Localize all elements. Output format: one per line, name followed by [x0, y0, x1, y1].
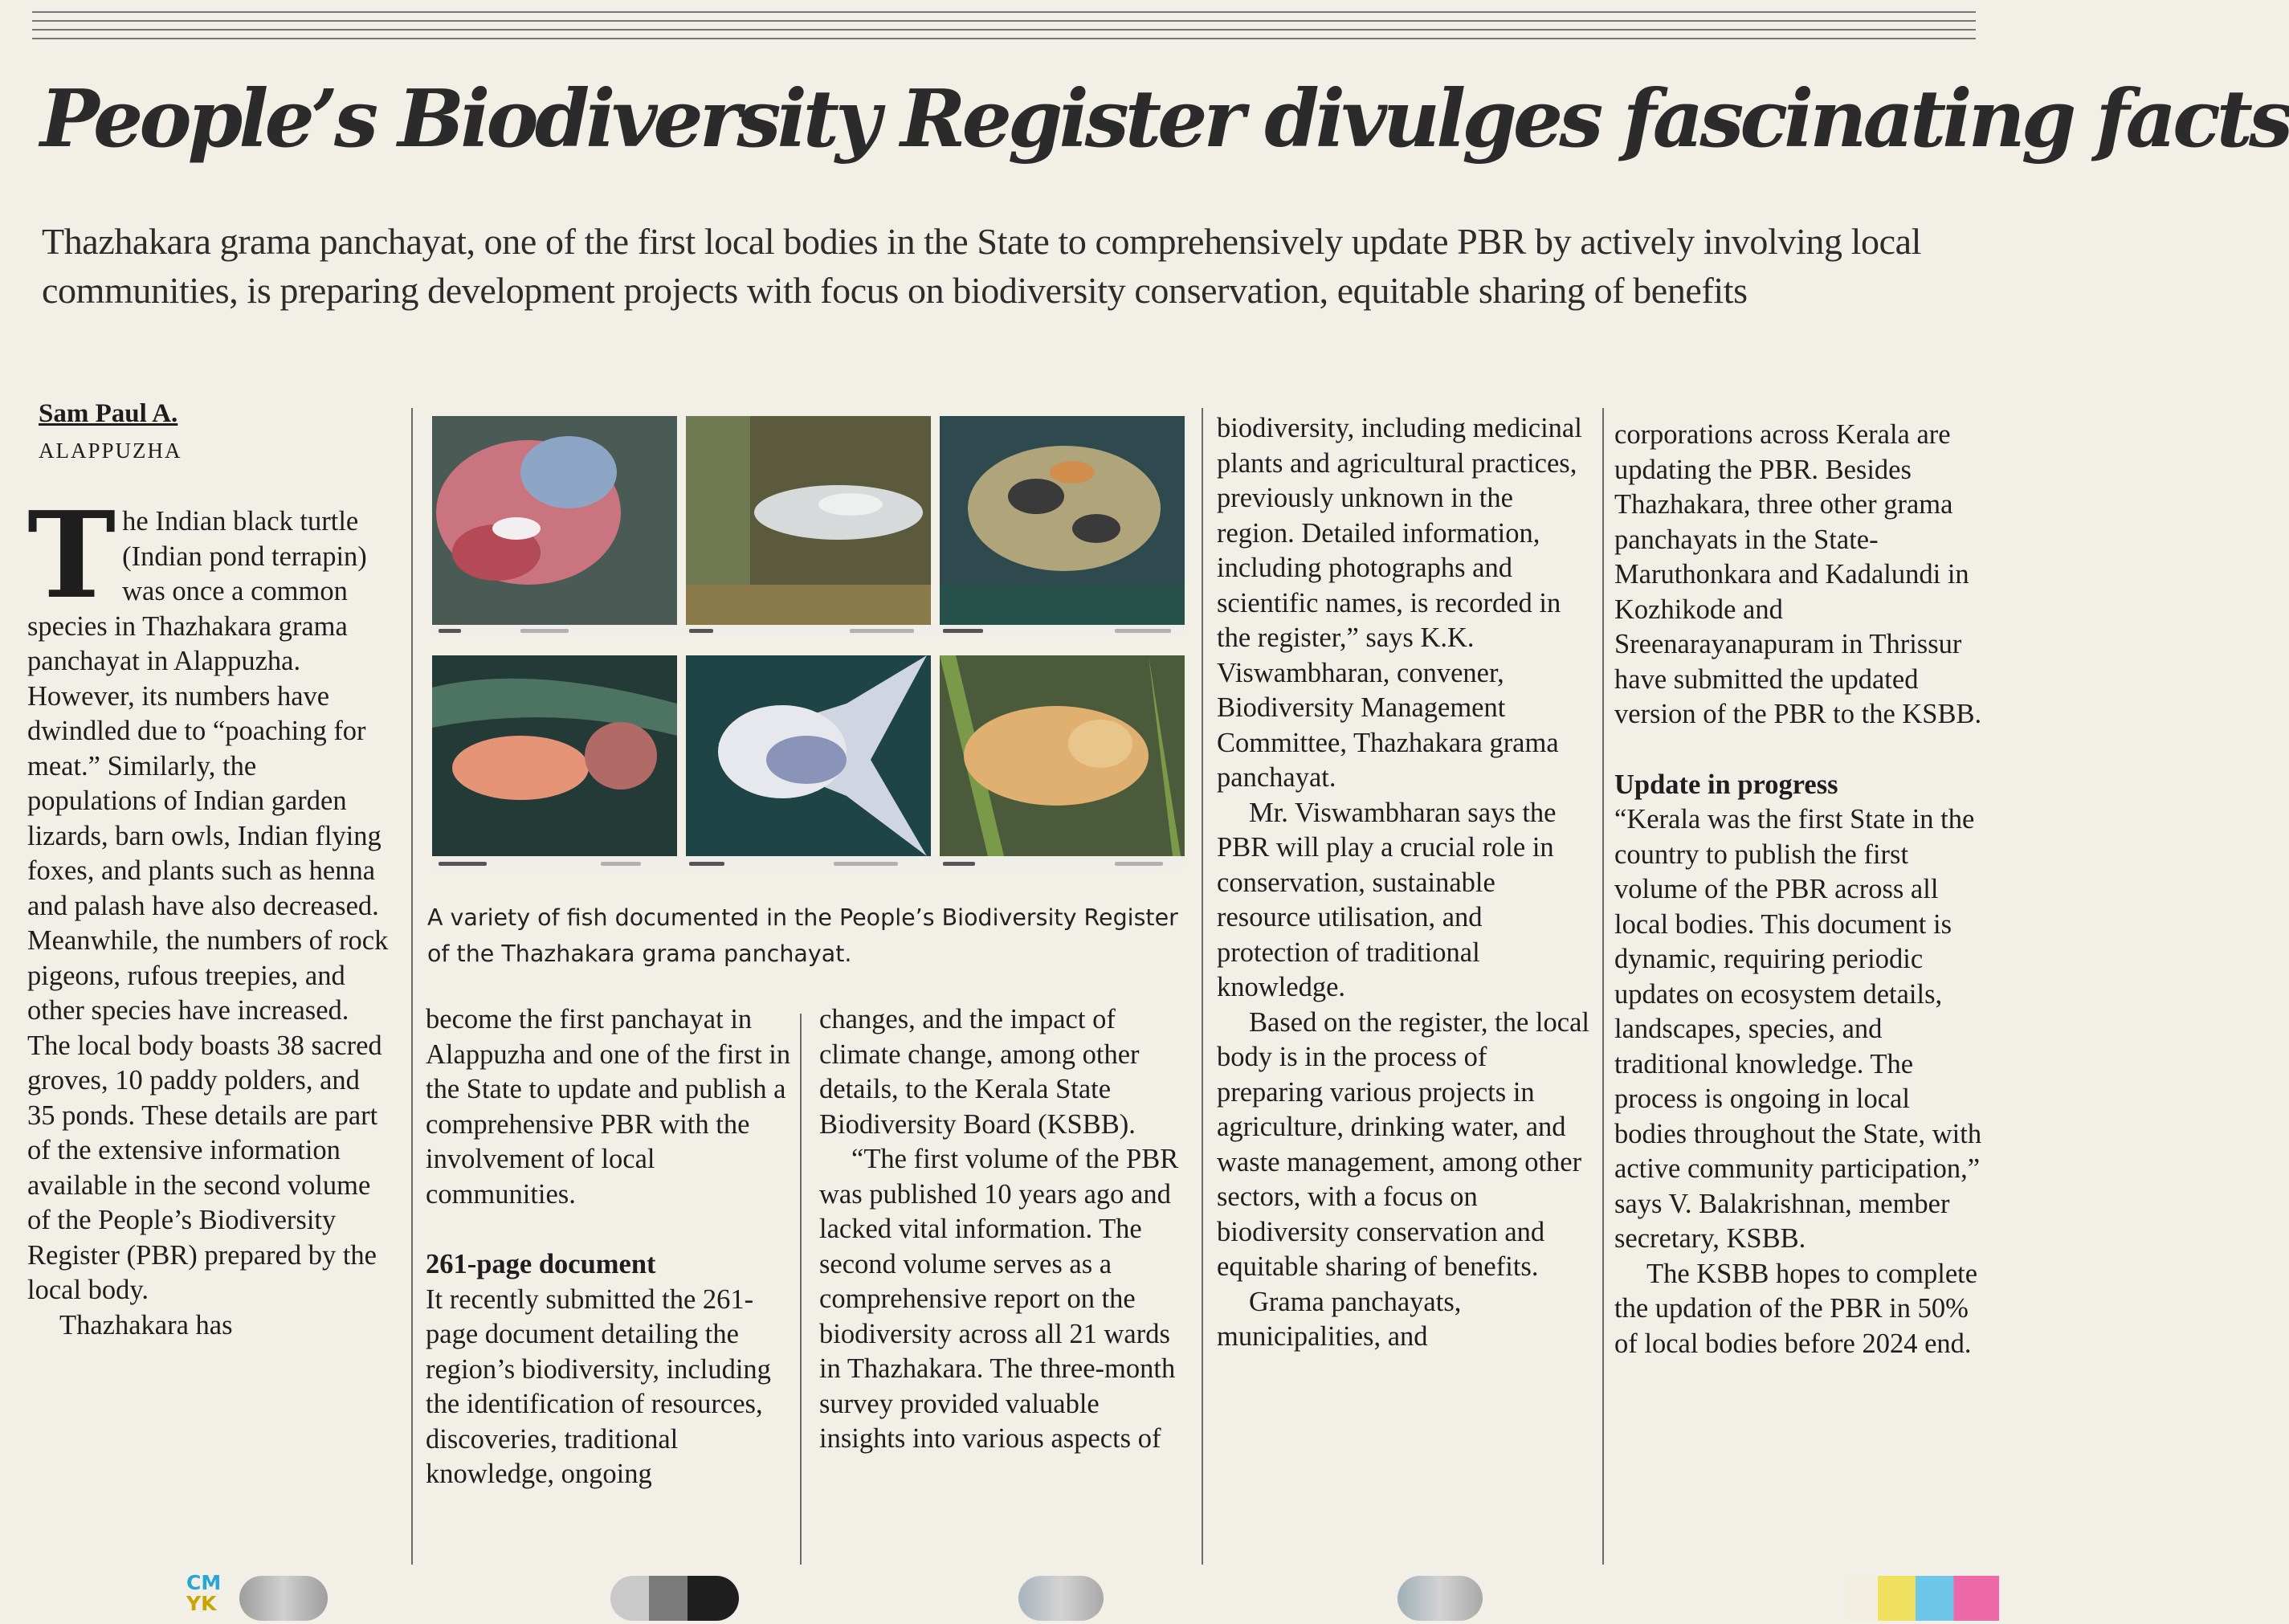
author-name: Sam Paul A.: [39, 399, 178, 428]
fish-photo-arowana: [686, 416, 931, 625]
fish-photo-platy: [432, 655, 677, 864]
paragraph: It recently submitted the 261-page document detailing the region’s biodiversity, including the identification of resources, discoveries, traditional knowledge, ongoing: [426, 1283, 771, 1489]
fish-photo-oscar: [940, 416, 1185, 625]
drop-cap: T: [27, 485, 116, 625]
paragraph: The KSBB hopes to complete the updation of the PBR in 50% of local bodies before 2024 end.: [1614, 1258, 1978, 1359]
byline: [39, 399, 182, 463]
fish-photo-gourami: [940, 655, 1185, 864]
paragraph: Grama panchayats, municipalities, and: [1217, 1286, 1462, 1352]
fish-photo-collage: [432, 416, 1183, 879]
registration-bar: [1018, 1576, 1104, 1621]
photo-label-strip: [432, 625, 1183, 638]
fish-photo-angelfish: [686, 655, 931, 864]
paragraph: become the first panchayat in Alappuzha and one of the first in the State to update and publish a comprehensive PBR with the involvement of local communities.: [426, 1004, 791, 1210]
paragraph: Thazhakara has: [59, 1309, 233, 1340]
dateline: ALAPPUZHA: [39, 439, 182, 463]
column-1: [27, 485, 389, 1343]
paragraph: Mr. Viswambharan says the PBR will play a crucial role in conservation, sustainable resource utilisation, and protection of traditional knowledge.: [1217, 797, 1557, 1002]
column-5: [1614, 418, 1988, 1361]
paragraph: “Kerala was the first State in the country to publish the first volume of the PBR across all local bodies. This document is dynamic, requiring periodic updates on ecosystem details, landscapes, species, and traditional knowledge. The process is ongoing in local bodies throughout the State, with active community participation,” says V. Balakrishnan, member secretary, KSBB.: [1614, 804, 1982, 1254]
paragraph: changes, and the impact of climate change, among other details, to the Kerala State Biodiversity Board (KSBB).: [819, 1004, 1140, 1140]
photo-label-strip: [432, 858, 1183, 871]
paragraph: “The first volume of the PBR was published 10 years ago and lacked vital information. The second volume serves as a comprehensive report on the biodiversity across all 21 wards in Thazhakara. The three-month survey provided valuable insights into various aspects of: [819, 1144, 1179, 1454]
subheading: 261-page document: [426, 1249, 656, 1279]
column-divider: [800, 1014, 802, 1565]
column-divider: [1602, 408, 1604, 1565]
column-divider: [411, 408, 413, 1565]
photo-caption: A variety of fish documented in the People’s Biodiversity Register of the Thazhakara grama panchayat.: [427, 904, 1178, 967]
column-divider: [1202, 408, 1203, 1565]
color-registration-bar: [1847, 1576, 1999, 1621]
registration-bar: [1397, 1576, 1483, 1621]
column-2: [426, 1002, 791, 1492]
lead-paragraph: The Indian black turtle (Indian pond terrapin) was once a common species in Thazhakara grama panchayat in Alappuzha. However, its numbers have dwindled due to “poaching for meat.” Similarly, the populations of Indian garden lizards, barn owls, Indian flying foxes, and plants such as henna and palash have also decreased. Meanwhile, the numbers of rock pigeons, rufous treepies, and other species have increased. The local body boasts 38 sacred groves, 10 paddy polders, and 35 ponds. These details are part of the extensive information available in the second volume of the People’s Biodiversity Register (PBR) prepared by the local body.: [27, 485, 389, 1305]
paragraph: corporations across Kerala are updating the PBR. Besides Thazhakara, three other grama panchayats in the State- Maruthonkara and Kadalundi in Kozhikode and Sreenarayanapuram in Thrissur have submitted the updated version of the PBR to the KSBB.: [1614, 419, 1982, 729]
deck-subheadline: Thazhakara grama panchayat, one of the first local bodies in the State to comprehensively update PBR by actively involving local communities, is preparing development projects with focus on biodiversity conservation, equitable sharing of benefits: [42, 221, 1922, 311]
fish-photo-betta: [432, 416, 677, 625]
column-3: [819, 1002, 1189, 1457]
masthead-rules: [32, 11, 1976, 47]
paragraph: biodiversity, including medicinal plants and agricultural practices, previously unknown in the region. Detailed information, including photographs and scientific names, is recorded in the register,” says K.K. Viswambharan, convener, Biodiversity Management Committee, Thazhakara grama panchayat.: [1217, 413, 1582, 793]
cmyk-print-mark: CM YK: [186, 1571, 222, 1615]
headline: People’s Biodiversity Register divulges fascinating facts: [40, 73, 2289, 165]
subheading: Update in progress: [1614, 769, 1838, 800]
paragraph: Based on the register, the local body is in the process of preparing various projects in agriculture, drinking water, and waste management, among other sectors, with a focus on biodiversity conservation and equitable sharing of benefits.: [1217, 1006, 1589, 1282]
registration-bar: [239, 1576, 328, 1621]
registration-bar: [610, 1576, 739, 1621]
column-4: [1217, 411, 1590, 1355]
